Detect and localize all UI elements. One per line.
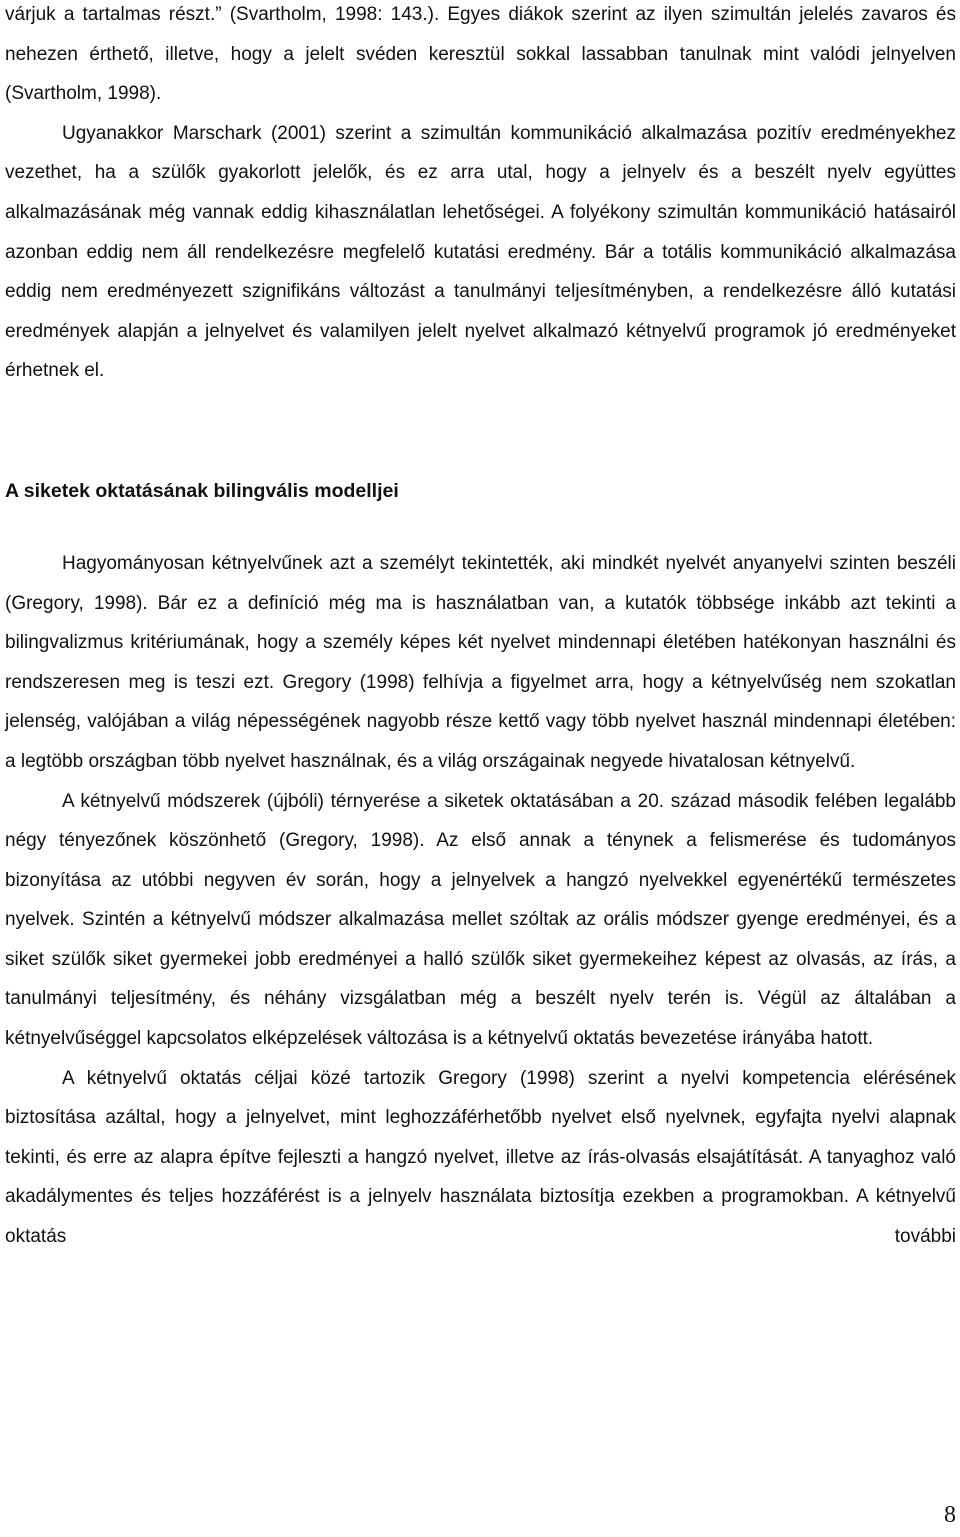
body-paragraph: A kétnyelvű oktatás céljai közé tartozik Gregory (1998) szerint a nyelvi kompetencia elérésének biztosítása azáltal, hogy a jelnyelvet, mint leghozzáférhetőbb nyelvet első nyelvnek, egyfajta nyelvi alapnak tekinti, és erre az alapra építve fejleszti a hangzó nyelvet, illetve az írás-olvasás elsajátítását. A tanyaghoz való akadálymentes és teljes hozzáférést is a jelnyelv használata biztosítja ezekben a programokban. A kétnyelvű oktatás további bbox=[5, 1067, 956, 1248]
body-paragraph: A kétnyelvű módszerek (újbóli) térnyerése a siketek oktatásában a 20. század második felében legalább négy tényezőnek köszönhető (Gregory, 1998). Az első annak a ténynek a felismerése és tudományos bizonyítása az utóbbi negyven év során, hogy a jelnyelvek a hangzó nyelvekkel egyenértékű természetes nyelvek. Szintén a kétnyelvű módszer alkalmazása mellet szóltak az orális módszer gyenge eredményei, és a siket szülők siket gyermekei jobb eredményei a halló szülők siket gyermekeihez képest az olvasás, az írás, a tanulmányi teljesítmény, és néhány vizsgálatban még a beszélt nyelv terén is. Végül az általában a kétnyelvűséggel kapcsolatos elképzelések változása is a kétnyelvű oktatás bevezetése irányába hatott. bbox=[5, 790, 956, 1050]
section-heading: A siketek oktatásának bilingvális modelljei bbox=[5, 479, 399, 502]
document-page bbox=[5, 0, 956, 1257]
body-paragraph: várjuk a tartalmas részt.” (Svartholm, 1998: 143.). Egyes diákok szerint az ilyen szimultán jelelés zavaros és nehezen érthető, illetve, hogy a jelelt svéden keresztül sokkal lassabban tanulnak mint valódi jelnyelven (Svartholm, 1998). bbox=[5, 4, 956, 105]
heading-spacer bbox=[5, 506, 956, 544]
page-number: 8 bbox=[944, 1502, 956, 1528]
body-paragraph: Ugyanakkor Marschark (2001) szerint a szimultán kommunikáció alkalmazása pozitív eredményekhez vezethet, ha a szülők gyakorlott jelelők, és ez arra utal, hogy a jelnyelv és a beszélt nyelv együttes alkalmazásának még vannak eddig kihasználatlan lehetőségei. A folyékony szimultán kommunikáció hatásairól azonban eddig nem áll rendelkezésre megfelelő kutatási eredmény. Bár a totális kommunikáció alkalmazása eddig nem eredményezett szignifikáns változást a tanulmányi teljesítményben, a rendelkezésre álló kutatási eredmények alapján a jelnyelvet és valamilyen jelelt nyelvet alkalmazó kétnyelvű programok jó eredményeket érhetnek el. bbox=[5, 122, 956, 382]
body-paragraph: Hagyományosan kétnyelvűnek azt a személyt tekintették, aki mindkét nyelvét anyanyelvi szinten beszéli (Gregory, 1998). Bár ez a definíció még ma is használatban van, a kutatók többsége inkább azt tekinti a bilingvalizmus kritériumának, hogy a személy képes két nyelvet mindennapi életében hatékonyan használni és rendszeresen meg is teszi ezt. Gregory (1998) felhívja a figyelmet arra, hogy a kétnyelvűség nem szokatlan jelenség, valójában a világ népességének nagyobb része kettő vagy több nyelvet használ mindennapi életében: a legtöbb országban több nyelvet használnak, és a világ országainak negyede hivatalosan kétnyelvű. bbox=[5, 552, 956, 772]
